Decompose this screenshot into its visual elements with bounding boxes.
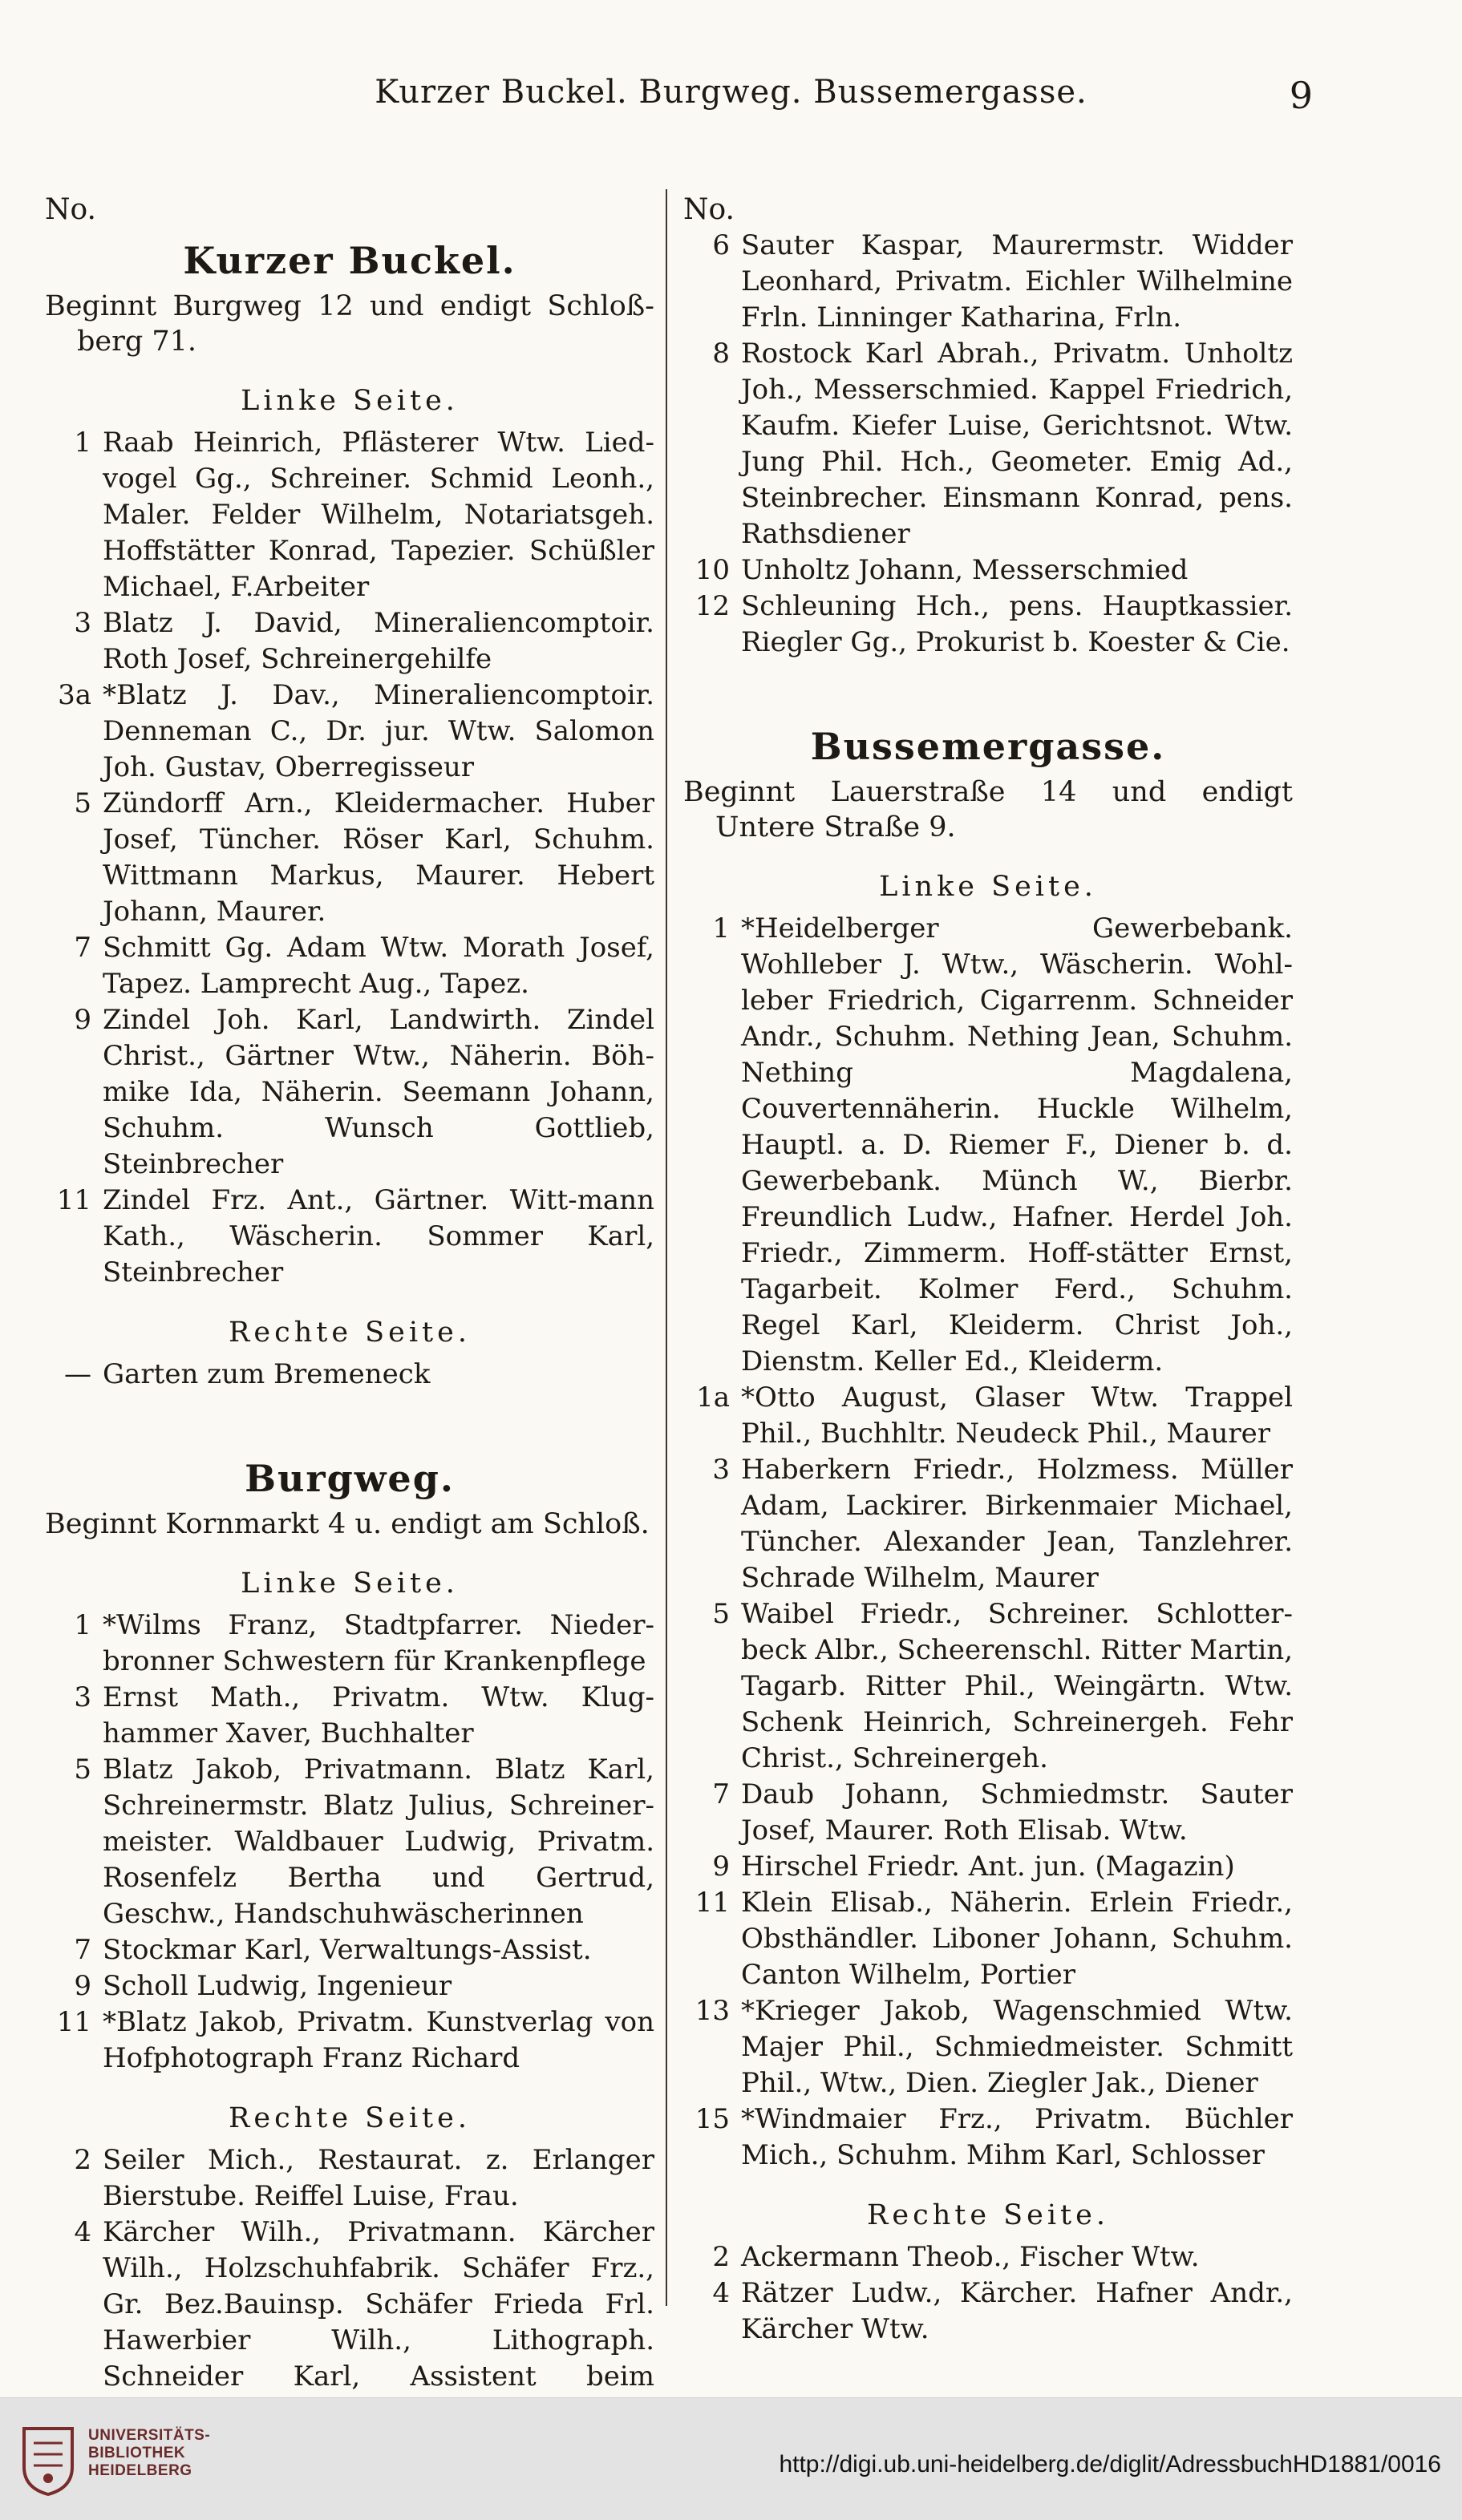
house-number: 1a [696, 1381, 730, 1414]
house-number: 1 [74, 1609, 91, 1641]
residents-text: Haberkern Friedr., Holzmess. Müller Adam, Lackirer. Birkenmaier Michael, Tüncher. Alexander Jean, Tanzlehrer. Schrade Wilhelm, Maurer [741, 1454, 1293, 1594]
house-number: — [64, 1358, 91, 1390]
street-section-burgweg [45, 1455, 654, 2431]
directory-entry [45, 1608, 654, 1680]
directory-entry [683, 1885, 1293, 1993]
house-number: 11 [695, 1887, 730, 1919]
directory-entry [45, 1968, 654, 2004]
residents-text: Seiler Mich., Restaurat. z. Erlanger Bierstube. Reiffel Luise, Frau. [103, 2144, 654, 2212]
page-number: 9 [1289, 74, 1313, 117]
residents-text: *Heidelberger Gewerbebank. Wohlleber J. Wtw., Wäscherin. Wohl-leber Friedrich, Cigarrenm. Schneider Andr., Schuhm. Nething Jean, Schuhm. Nething Magdalena, Couvertennäherin. Huckle Wilhelm, Hauptl. a. D. Riemer F., Diener b. d. Gewerbebank. Münch W., Bierbr. Freundlich Ludw., Hafner. Herdel Joh. Friedr., Zimmerm. Hoff-stätter Ernst, Tagarbeit. Kolmer Ferd., Schuhm. Regel Karl, Kleiderm. Christ Joh., Dienstm. Keller Ed., Kleiderm. [741, 912, 1293, 1377]
library-name-line: BIBLIOTHEK [88, 2445, 186, 2461]
left-column [45, 192, 654, 2431]
residents-text: *Blatz Jakob, Privatm. Kunstverlag von Hofphotograph Franz Richard [103, 2006, 654, 2074]
house-number: 8 [712, 338, 730, 370]
residents-text: Ernst Math., Privatm. Wtw. Klug-hammer Xaver, Buchhalter [103, 1681, 654, 1749]
residents-text: Raab Heinrich, Pflästerer Wtw. Lied-vogel Gg., Schreiner. Schmid Leonh., Maler. Felder Wilhelm, Notariatsgeh. Hoffstätter Konrad, Tapezier. Schüßler Michael, F.Arbeiter [103, 427, 654, 603]
street-title: Bussemergasse. [810, 725, 1166, 768]
residents-text: Waibel Friedr., Schreiner. Schlotter-beck Albr., Scheerenschl. Ritter Martin, Tagarb. Ritter Phil., Weingärtn. Wtw. Schenk Heinrich, Schreinergeh. Fehr Christ., Schreinergeh. [741, 1598, 1293, 1774]
residents-text: Rostock Karl Abrah., Privatm. Unholtz Joh., Messerschmied. Kappel Friedrich, Kaufm. Kiefer Luise, Gerichtsnot. Wtw. Jung Phil. Hch., Geometer. Emig Ad., Steinbrecher. Einsmann Konrad, pens. Rathsdiener [741, 338, 1293, 550]
residents-text: Zindel Joh. Karl, Landwirth. Zindel Christ., Gärtner Wtw., Näherin. Böh-mike Ida, Näherin. Seemann Johann, Schuhm. Wunsch Gottlieb, Steinbrecher [103, 1004, 654, 1180]
library-name-line: UNIVERSITÄTS- [88, 2427, 211, 2444]
directory-entry [683, 2101, 1293, 2174]
street-title: Burgweg. [245, 1457, 455, 1500]
directory-entry [45, 1752, 654, 1932]
directory-entry [683, 1777, 1293, 1849]
column-divider [666, 189, 667, 2306]
university-library-seal-icon [18, 2421, 79, 2498]
house-number: 1 [712, 912, 730, 944]
house-number: 11 [56, 2006, 91, 2038]
residents-text: Sauter Kaspar, Maurermstr. Widder Leonhard, Privatm. Eichler Wilhelmine Frln. Linninger Katharina, Frln. [741, 229, 1293, 334]
residents-text: Garten zum Bremeneck [103, 1358, 431, 1390]
residents-text: *Blatz J. Dav., Mineraliencomptoir. Denneman C., Dr. jur. Wtw. Salomon Joh. Gustav, Oberregisseur [103, 679, 654, 783]
directory-entry [683, 1596, 1293, 1777]
street-section-bussemergasse [683, 723, 1293, 2348]
directory-entry [683, 336, 1293, 552]
directory-entry [45, 930, 654, 1002]
directory-entry [683, 228, 1293, 336]
side-heading-right: Rechte Seite. [867, 2199, 1109, 2231]
source-url-link[interactable]: http://digi.ub.uni-heidelberg.de/diglit/AdressbuchHD1881/0016 [779, 2451, 1441, 2478]
number-column-label: No. [45, 193, 96, 226]
residents-text: Zündorff Arn., Kleidermacher. Huber Josef, Tüncher. Röser Karl, Schuhm. Wittmann Markus, Maurer. Hebert Johann, Maurer. [103, 787, 654, 928]
residents-text: Scholl Ludwig, Ingenieur [103, 1970, 452, 2002]
house-number: 11 [56, 1184, 91, 1216]
entry-list [45, 425, 654, 1291]
section-gap [45, 1393, 654, 1446]
directory-entry [45, 605, 654, 678]
residents-text: Daub Johann, Schmiedmstr. Sauter Josef, Maurer. Roth Elisab. Wtw. [741, 1778, 1293, 1847]
house-number: 2 [74, 2144, 91, 2176]
house-number: 4 [712, 2277, 730, 2309]
house-number: 3 [712, 1454, 730, 1486]
directory-entry [45, 1002, 654, 1183]
directory-entry [45, 786, 654, 930]
entry-list [45, 1608, 654, 2077]
directory-entry [45, 2004, 654, 2077]
section-gap [683, 661, 1293, 714]
residents-text: Blatz J. David, Mineraliencomptoir. Roth Josef, Schreinergehilfe [103, 607, 654, 675]
house-number: 7 [74, 932, 91, 964]
street-description: Beginnt Kornmarkt 4 u. endigt am Schloß. [45, 1508, 650, 1540]
side-heading-left: Linke Seite. [241, 1567, 459, 1600]
directory-entry [683, 1993, 1293, 2101]
house-number: 9 [74, 1004, 91, 1036]
house-number: 5 [712, 1598, 730, 1630]
entry-list [45, 1357, 654, 1393]
side-heading-left: Linke Seite. [241, 385, 459, 417]
residents-text: Ackermann Theob., Fischer Wtw. [741, 2241, 1200, 2273]
house-number: 15 [695, 2103, 730, 2135]
residents-text: Kärcher Wilh., Privatmann. Kärcher Wilh., Holzschuhfabrik. Schäfer Frz., Gr. Bez.Bauinsp. Schäfer Frieda Frl. Hawerbier Wilh., Lithograph. Schneider Karl, Assistent beim [103, 2216, 654, 2393]
library-name [88, 2427, 210, 2480]
house-number: 3 [74, 607, 91, 639]
directory-entry [45, 678, 654, 786]
directory-entry [45, 425, 654, 605]
house-number: 3a [58, 679, 91, 711]
directory-entry [683, 1380, 1293, 1452]
directory-entry [683, 589, 1293, 661]
house-number: 7 [712, 1778, 730, 1810]
directory-entry [45, 2142, 654, 2215]
residents-text: Zindel Frz. Ant., Gärtner. Witt-mann Kath., Wäscherin. Sommer Karl, Steinbrecher [103, 1184, 654, 1288]
footer-bar [0, 2397, 1462, 2520]
number-column-label: No. [683, 193, 735, 226]
entry-list [45, 2142, 654, 2431]
residents-text: *Otto August, Glaser Wtw. Trappel Phil., Buchhltr. Neudeck Phil., Maurer [741, 1381, 1293, 1450]
directory-entry [683, 911, 1293, 1380]
residents-text: Schleuning Hch., pens. Hauptkassier. Riegler Gg., Prokurist b. Koester & Cie. [741, 590, 1293, 658]
street-description: Beginnt Lauerstraße 14 und endigt Untere Straße 9. [683, 776, 1293, 843]
residents-text: *Wilms Franz, Stadtpfarrer. Nieder-bronner Schwestern für Krankenpflege [103, 1609, 654, 1677]
directory-entry [683, 2275, 1293, 2348]
house-number: 12 [695, 590, 730, 622]
residents-text: Hirschel Friedr. Ant. jun. (Magazin) [741, 1851, 1235, 1883]
running-title: Kurzer Buckel. Burgweg. Bussemergasse. [375, 74, 1087, 111]
side-heading-left: Linke Seite. [879, 871, 1097, 903]
residents-text: *Windmaier Frz., Privatm. Büchler Mich., Schuhm. Mihm Karl, Schlosser [741, 2103, 1293, 2171]
street-description: Beginnt Burgweg 12 und endigt Schloß-berg 71. [45, 290, 654, 358]
house-number: 4 [74, 2216, 91, 2248]
directory-entry [45, 1357, 654, 1393]
directory-entry [683, 1452, 1293, 1596]
residents-text: Klein Elisab., Näherin. Erlein Friedr., Obsthändler. Liboner Johann, Schuhm. Canton Wilhelm, Portier [741, 1887, 1293, 1991]
side-heading-right: Rechte Seite. [229, 2102, 471, 2134]
directory-entry [45, 1680, 654, 1752]
house-number: 5 [74, 1753, 91, 1786]
side-heading-right: Rechte Seite. [229, 1317, 471, 1349]
house-number: 13 [695, 1995, 730, 2027]
house-number: 10 [695, 554, 730, 586]
residents-text: Schmitt Gg. Adam Wtw. Morath Josef, Tapez. Lamprecht Aug., Tapez. [103, 932, 654, 1000]
house-number: 6 [712, 229, 730, 261]
directory-entry [683, 552, 1293, 589]
house-number: 9 [712, 1851, 730, 1883]
entry-list [683, 2239, 1293, 2348]
right-column [683, 192, 1293, 2348]
directory-entry [45, 1183, 654, 1291]
house-number: 5 [74, 787, 91, 819]
residents-text: Stockmar Karl, Verwaltungs-Assist. [103, 1934, 592, 1966]
house-number: 9 [74, 1970, 91, 2002]
house-number: 7 [74, 1934, 91, 1966]
entry-list [683, 911, 1293, 2174]
directory-entry [683, 2239, 1293, 2275]
residents-text: *Krieger Jakob, Wagenschmied Wtw. Majer Phil., Schmiedmeister. Schmitt Phil., Wtw., Dien. Ziegler Jak., Diener [741, 1995, 1293, 2099]
house-number: 1 [74, 427, 91, 459]
entry-list [683, 228, 1293, 661]
directory-entry [45, 1932, 654, 1968]
street-title: Kurzer Buckel. [183, 239, 516, 282]
residents-text: Unholtz Johann, Messerschmied [741, 554, 1189, 586]
house-number: 3 [74, 1681, 91, 1713]
residents-text: Blatz Jakob, Privatmann. Blatz Karl, Schreinermstr. Blatz Julius, Schreiner-meister. Waldbauer Ludwig, Privatm. Rosenfelz Bertha und Gertrud, Geschw., Handschuhwäscherinnen [103, 1753, 654, 1930]
house-number: 2 [712, 2241, 730, 2273]
street-section-kurzer-buckel [45, 237, 654, 1393]
library-name-line: HEIDELBERG [88, 2462, 192, 2479]
residents-text: Rätzer Ludw., Kärcher. Hafner Andr., Kärcher Wtw. [741, 2277, 1293, 2345]
directory-entry [683, 1849, 1293, 1885]
